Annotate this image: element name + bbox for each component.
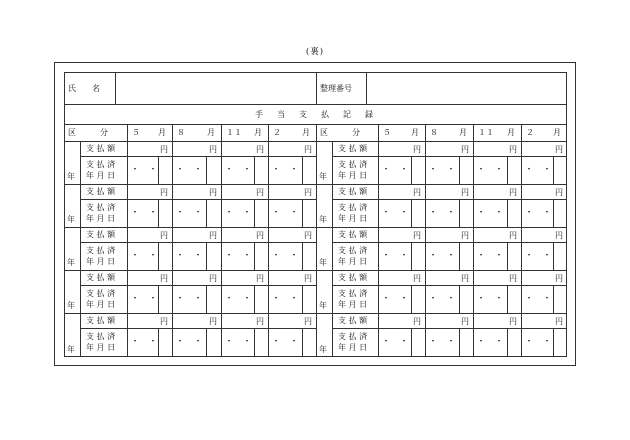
year-column-divider xyxy=(332,227,333,270)
date-separator-left: ・ ・ xyxy=(130,165,158,175)
amount-row-divider xyxy=(332,242,567,243)
yen-unit-left: 円 xyxy=(304,188,312,197)
yen-unit-right: 円 xyxy=(461,145,469,154)
date-subdivider xyxy=(411,242,412,270)
month-column-divider xyxy=(378,124,379,357)
date-separator-right: ・ ・ xyxy=(476,251,504,261)
year-column-divider xyxy=(80,313,81,357)
month-unit-left: 月 xyxy=(254,128,262,137)
year-label-left: 年 xyxy=(67,345,75,354)
yen-unit-right: 円 xyxy=(555,145,563,154)
yen-unit-left: 円 xyxy=(304,231,312,240)
yen-unit-right: 円 xyxy=(413,317,421,326)
name-label: 氏 名 xyxy=(68,84,100,93)
year-column-divider xyxy=(80,141,81,184)
date-separator-right: ・ ・ xyxy=(524,251,552,261)
year-column-divider xyxy=(80,184,81,227)
date-separator-right: ・ ・ xyxy=(476,208,504,218)
month-unit-right: 月 xyxy=(459,128,467,137)
date-separator-right: ・ ・ xyxy=(428,165,456,175)
date-subdivider xyxy=(206,328,207,357)
date-subdivider xyxy=(206,242,207,270)
page-caption: (裏) xyxy=(305,47,325,57)
date-subdivider xyxy=(459,285,460,313)
amount-label-left: 支 払 額 xyxy=(86,316,116,325)
date-separator-right: ・ ・ xyxy=(381,294,409,304)
year-column-divider xyxy=(332,270,333,313)
date-separator-left: ・ ・ xyxy=(224,294,252,304)
date-subdivider xyxy=(302,328,303,357)
section-title: 手 当 支 払 記 録 xyxy=(255,110,376,119)
date-separator-left: ・ ・ xyxy=(271,337,299,347)
date-subdivider xyxy=(302,156,303,184)
date-subdivider xyxy=(459,156,460,184)
yen-unit-right: 円 xyxy=(555,231,563,240)
amount-row-divider xyxy=(332,328,567,329)
month-number-left: ５ xyxy=(132,128,140,137)
amount-label-right: 支 払 額 xyxy=(338,144,368,153)
month-column-divider xyxy=(521,124,522,357)
yen-unit-right: 円 xyxy=(555,188,563,197)
kubun-header-right: 区 分 xyxy=(320,128,360,137)
date-separator-right: ・ ・ xyxy=(381,165,409,175)
date-subdivider xyxy=(411,328,412,357)
month-number-left: ８ xyxy=(177,128,185,137)
year-label-right: 年 xyxy=(319,215,327,224)
date-separator-left: ・ ・ xyxy=(175,294,203,304)
year-column-divider xyxy=(80,227,81,270)
date-subdivider xyxy=(459,199,460,227)
month-number-right: ８ xyxy=(430,128,438,137)
yen-unit-right: 円 xyxy=(461,188,469,197)
yen-unit-left: 円 xyxy=(209,145,217,154)
date-subdivider xyxy=(206,156,207,184)
amount-label-left: 支 払 額 xyxy=(86,230,116,239)
yen-unit-right: 円 xyxy=(555,274,563,283)
year-column-divider xyxy=(332,184,333,227)
paid-date-label-left: 年 月 日 xyxy=(86,343,116,352)
yen-unit-right: 円 xyxy=(413,231,421,240)
amount-row-divider xyxy=(332,199,567,200)
month-number-right: １１ xyxy=(478,128,494,137)
date-separator-left: ・ ・ xyxy=(271,208,299,218)
yen-unit-right: 円 xyxy=(509,188,517,197)
yen-unit-left: 円 xyxy=(304,317,312,326)
registration-number-label: 整理番号 xyxy=(320,84,352,93)
date-separator-right: ・ ・ xyxy=(476,165,504,175)
date-separator-right: ・ ・ xyxy=(428,208,456,218)
paid-date-label-right: 年 月 日 xyxy=(338,343,368,352)
date-separator-right: ・ ・ xyxy=(524,337,552,347)
date-separator-left: ・ ・ xyxy=(175,165,203,175)
yen-unit-right: 円 xyxy=(509,231,517,240)
date-separator-left: ・ ・ xyxy=(224,208,252,218)
yen-unit-left: 円 xyxy=(160,145,168,154)
date-subdivider xyxy=(254,242,255,270)
date-subdivider xyxy=(411,285,412,313)
yen-unit-right: 円 xyxy=(509,145,517,154)
month-unit-right: 月 xyxy=(553,128,561,137)
amount-row-divider xyxy=(80,199,316,200)
date-separator-left: ・ ・ xyxy=(175,208,203,218)
date-subdivider xyxy=(459,242,460,270)
date-separator-left: ・ ・ xyxy=(224,337,252,347)
group-divider xyxy=(64,184,567,185)
amount-label-left: 支 払 額 xyxy=(86,187,116,196)
date-subdivider xyxy=(302,242,303,270)
year-label-left: 年 xyxy=(67,258,75,267)
group-divider xyxy=(64,227,567,228)
date-separator-right: ・ ・ xyxy=(476,337,504,347)
month-unit-left: 月 xyxy=(207,128,215,137)
month-unit-right: 月 xyxy=(507,128,515,137)
month-unit-right: 月 xyxy=(411,128,419,137)
yen-unit-left: 円 xyxy=(209,274,217,283)
date-subdivider xyxy=(553,199,554,227)
amount-label-right: 支 払 額 xyxy=(338,187,368,196)
yen-unit-right: 円 xyxy=(509,274,517,283)
date-separator-right: ・ ・ xyxy=(381,208,409,218)
date-separator-left: ・ ・ xyxy=(130,208,158,218)
paid-date-label-right: 年 月 日 xyxy=(338,214,368,223)
month-number-right: ５ xyxy=(383,128,391,137)
paid-date-label-left: 年 月 日 xyxy=(86,214,116,223)
year-label-right: 年 xyxy=(319,301,327,310)
amount-label-left: 支 払 額 xyxy=(86,144,116,153)
paid-label-right: 支 払 済 xyxy=(338,332,368,341)
month-number-right: ２ xyxy=(526,128,534,137)
month-number-left: １１ xyxy=(226,128,242,137)
yen-unit-left: 円 xyxy=(209,188,217,197)
yen-unit-left: 円 xyxy=(160,188,168,197)
date-subdivider xyxy=(507,199,508,227)
yen-unit-right: 円 xyxy=(461,231,469,240)
yen-unit-right: 円 xyxy=(555,317,563,326)
amount-row-divider xyxy=(80,242,316,243)
date-subdivider xyxy=(254,156,255,184)
date-subdivider xyxy=(553,242,554,270)
date-subdivider xyxy=(206,199,207,227)
date-subdivider xyxy=(553,156,554,184)
paid-date-label-right: 年 月 日 xyxy=(338,300,368,309)
yen-unit-left: 円 xyxy=(304,274,312,283)
yen-unit-right: 円 xyxy=(509,317,517,326)
date-separator-right: ・ ・ xyxy=(381,251,409,261)
paid-label-right: 支 払 済 xyxy=(338,246,368,255)
paid-label-left: 支 払 済 xyxy=(86,332,116,341)
date-separator-left: ・ ・ xyxy=(175,337,203,347)
date-subdivider xyxy=(553,328,554,357)
yen-unit-left: 円 xyxy=(304,145,312,154)
yen-unit-left: 円 xyxy=(209,317,217,326)
yen-unit-right: 円 xyxy=(461,317,469,326)
paid-date-label-left: 年 月 日 xyxy=(86,171,116,180)
date-subdivider xyxy=(254,199,255,227)
date-separator-right: ・ ・ xyxy=(524,294,552,304)
paid-label-right: 支 払 済 xyxy=(338,289,368,298)
date-subdivider xyxy=(507,156,508,184)
header-divider xyxy=(64,104,567,105)
date-separator-left: ・ ・ xyxy=(130,337,158,347)
yen-unit-left: 円 xyxy=(256,188,264,197)
yen-unit-left: 円 xyxy=(160,274,168,283)
year-label-left: 年 xyxy=(67,215,75,224)
month-column-divider xyxy=(221,124,222,357)
date-subdivider xyxy=(507,328,508,357)
amount-row-divider xyxy=(80,328,316,329)
paid-label-left: 支 払 済 xyxy=(86,203,116,212)
date-separator-left: ・ ・ xyxy=(224,165,252,175)
paid-date-label-right: 年 月 日 xyxy=(338,171,368,180)
center-divider xyxy=(316,124,317,357)
amount-row-divider xyxy=(80,285,316,286)
date-separator-right: ・ ・ xyxy=(428,251,456,261)
year-label-left: 年 xyxy=(67,172,75,181)
yen-unit-right: 円 xyxy=(413,274,421,283)
date-separator-left: ・ ・ xyxy=(271,165,299,175)
yen-unit-left: 円 xyxy=(256,317,264,326)
amount-label-right: 支 払 額 xyxy=(338,273,368,282)
month-column-divider xyxy=(473,124,474,357)
year-column-divider xyxy=(332,141,333,184)
date-subdivider xyxy=(302,199,303,227)
year-label-right: 年 xyxy=(319,258,327,267)
month-unit-left: 月 xyxy=(302,128,310,137)
paid-date-label-left: 年 月 日 xyxy=(86,257,116,266)
date-subdivider xyxy=(206,285,207,313)
date-separator-left: ・ ・ xyxy=(271,251,299,261)
date-subdivider xyxy=(507,242,508,270)
date-separator-right: ・ ・ xyxy=(381,337,409,347)
date-separator-left: ・ ・ xyxy=(224,251,252,261)
yen-unit-left: 円 xyxy=(160,231,168,240)
kubun-header-left: 区 分 xyxy=(68,128,108,137)
paid-label-left: 支 払 済 xyxy=(86,289,116,298)
date-subdivider xyxy=(507,285,508,313)
year-column-divider xyxy=(80,270,81,313)
yen-unit-left: 円 xyxy=(256,274,264,283)
date-separator-right: ・ ・ xyxy=(428,294,456,304)
year-column-divider xyxy=(332,313,333,357)
date-separator-left: ・ ・ xyxy=(130,294,158,304)
paid-label-left: 支 払 済 xyxy=(86,246,116,255)
date-subdivider xyxy=(411,199,412,227)
year-label-right: 年 xyxy=(319,345,327,354)
month-column-divider xyxy=(268,124,269,357)
reg-label-divider xyxy=(316,72,317,104)
paid-label-right: 支 払 済 xyxy=(338,160,368,169)
date-subdivider xyxy=(411,156,412,184)
date-separator-left: ・ ・ xyxy=(130,251,158,261)
date-subdivider xyxy=(254,328,255,357)
paid-date-label-right: 年 月 日 xyxy=(338,257,368,266)
year-label-right: 年 xyxy=(319,172,327,181)
paid-label-right: 支 払 済 xyxy=(338,203,368,212)
month-number-left: ２ xyxy=(273,128,281,137)
month-column-divider xyxy=(172,124,173,357)
date-separator-right: ・ ・ xyxy=(476,294,504,304)
yen-unit-left: 円 xyxy=(209,231,217,240)
date-subdivider xyxy=(459,328,460,357)
date-subdivider xyxy=(553,285,554,313)
month-column-divider xyxy=(425,124,426,357)
amount-row-divider xyxy=(332,156,567,157)
group-divider xyxy=(64,313,567,314)
month-unit-left: 月 xyxy=(158,128,166,137)
date-separator-right: ・ ・ xyxy=(524,165,552,175)
paid-date-label-left: 年 月 日 xyxy=(86,300,116,309)
amount-label-right: 支 払 額 xyxy=(338,230,368,239)
date-separator-right: ・ ・ xyxy=(524,208,552,218)
yen-unit-right: 円 xyxy=(413,188,421,197)
yen-unit-right: 円 xyxy=(461,274,469,283)
amount-row-divider xyxy=(80,156,316,157)
date-separator-right: ・ ・ xyxy=(428,337,456,347)
amount-label-left: 支 払 額 xyxy=(86,273,116,282)
yen-unit-right: 円 xyxy=(413,145,421,154)
paid-label-left: 支 払 済 xyxy=(86,160,116,169)
amount-label-right: 支 払 額 xyxy=(338,316,368,325)
date-separator-left: ・ ・ xyxy=(271,294,299,304)
date-subdivider xyxy=(302,285,303,313)
yen-unit-left: 円 xyxy=(256,145,264,154)
amount-row-divider xyxy=(332,285,567,286)
year-label-left: 年 xyxy=(67,301,75,310)
date-subdivider xyxy=(254,285,255,313)
yen-unit-left: 円 xyxy=(256,231,264,240)
group-divider xyxy=(64,270,567,271)
month-column-divider xyxy=(127,124,128,357)
date-separator-left: ・ ・ xyxy=(175,251,203,261)
yen-unit-left: 円 xyxy=(160,317,168,326)
